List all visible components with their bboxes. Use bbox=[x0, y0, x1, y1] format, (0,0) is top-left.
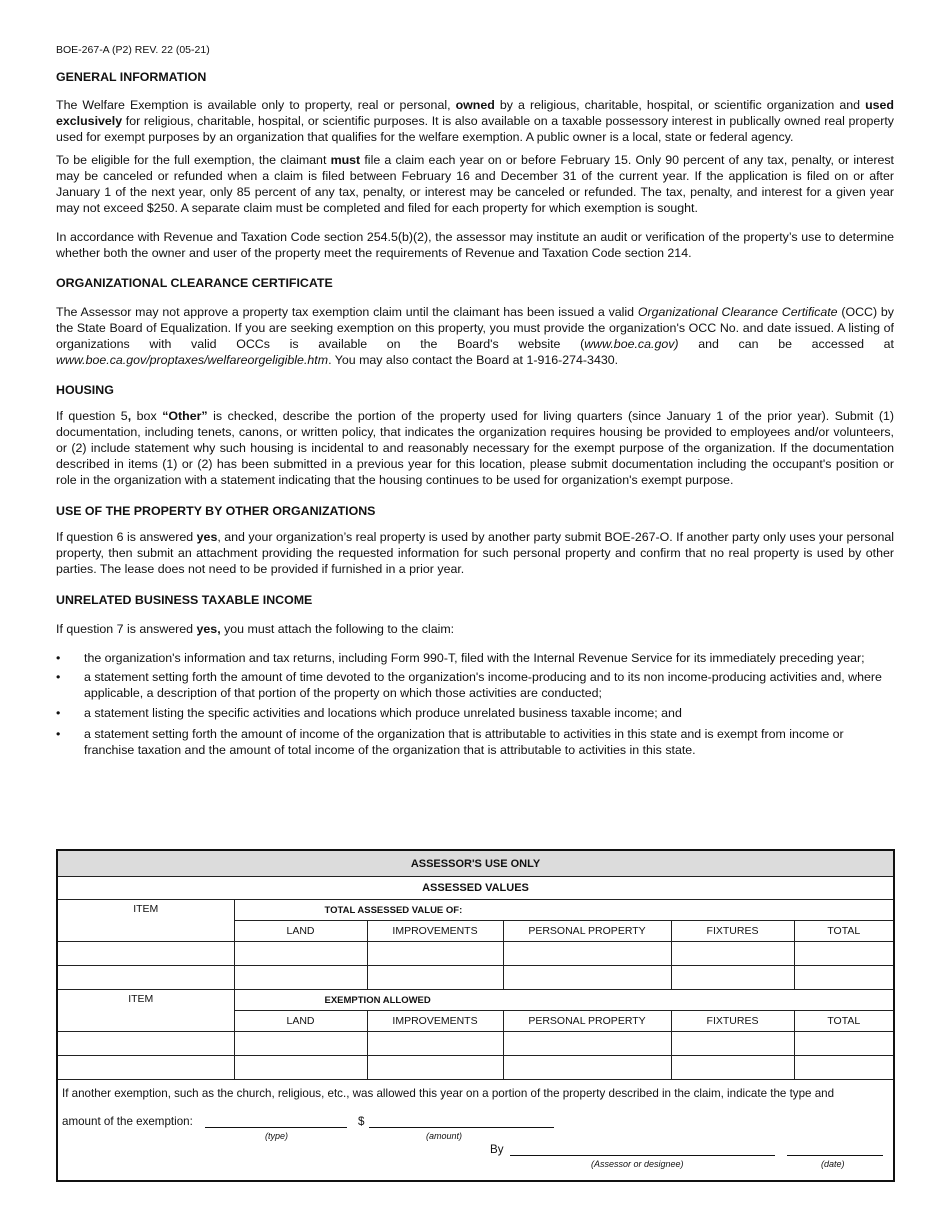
text-segment: , and your organization’s real property is used by another party submit BOE-267-O. If another party only uses your personal property, then submit an attachment providing the requested information for such personal property and confirm that no real property is used by other parties. The lease does not need to be provided if furnished in a prior year. bbox=[56, 530, 894, 576]
text-segment: www.boe.ca.gov/proptaxes/welfareorgeligible.htm bbox=[56, 353, 329, 367]
col-improvements: IMPROVEMENTS bbox=[367, 1011, 503, 1032]
form-number: BOE-267-A (P2) REV. 22 (05-21) bbox=[56, 44, 210, 56]
text-segment: yes bbox=[196, 530, 218, 544]
other-organizations-paragraph bbox=[56, 529, 894, 577]
assessor-signature-field[interactable] bbox=[510, 1141, 775, 1156]
item-header: ITEM bbox=[57, 990, 234, 1032]
text-segment: is checked, describe the portion of the property used for living quarters (since January 1 of the prior year). Submit (1) documentation, including tenets, canons, or written policy, that indicates the organization requires housing be provided to employees and/or volunteers, or (2) include statement why such housing is incidental to and reasonably necessary for the exempt purpose of the organization. If the documentation described in items (1) or (2) has been submitted in a previous year for this location, please submit documentation including the occupant's position or role in the organization with a statement indicating that the housing continues to be used for organization's exempt purpose. bbox=[56, 409, 894, 487]
ubti-bullet-list bbox=[56, 650, 894, 758]
exemption-row bbox=[57, 1032, 894, 1056]
occ-paragraph bbox=[56, 304, 894, 368]
general-paragraph-1 bbox=[56, 97, 894, 145]
text-segment: , bbox=[127, 409, 132, 423]
amount-field[interactable] bbox=[369, 1113, 554, 1128]
list-item: • a statement listing the specific activities and locations which produce unrelated business taxable income; and bbox=[56, 706, 682, 720]
col-personal-property: PERSONAL PROPERTY bbox=[503, 1011, 671, 1032]
housing-paragraph bbox=[56, 408, 894, 488]
text-segment: In accordance with Revenue and Taxation Code section 254.5(b)(2), the assessor may institute an audit or verification of the property’s use to determine whether both the owner and user of the property meet the requirements of Revenue and Taxation Code section 214. bbox=[56, 230, 894, 260]
text-segment: used exclusively bbox=[56, 98, 894, 128]
assessed-values-title: ASSESSED VALUES bbox=[57, 877, 894, 900]
text-segment: Organizational Clearance Certificate bbox=[637, 305, 838, 319]
general-paragraph-3 bbox=[56, 229, 894, 261]
col-total: TOTAL bbox=[794, 1011, 894, 1032]
by-label: By bbox=[490, 1143, 504, 1156]
text-segment: yes, bbox=[196, 622, 221, 636]
col-improvements: IMPROVEMENTS bbox=[367, 921, 503, 942]
col-land: LAND bbox=[234, 921, 367, 942]
assessor-use-only-table bbox=[56, 849, 895, 1182]
text-segment: file a claim each year on or before February 15. Only 90 percent of any tax, penalty, or interest may be canceled or refunded when a claim is filed between February 16 and December 31 of the current year. If the application is filed on or after January 1 of the next year, only 85 percent of any tax, penalty, or interest may be canceled or refunded. The tax, penalty, and interest for a given year may not exceed $250. A separate claim must be completed and filed for each property for which exemption is sought. bbox=[56, 153, 894, 215]
text-segment: . You may also contact the Board at 1-916-274-3430. bbox=[328, 353, 619, 367]
exemption-row bbox=[57, 1056, 894, 1080]
ubti-intro bbox=[56, 621, 894, 637]
heading-occ: ORGANIZATIONAL CLEARANCE CERTIFICATE bbox=[56, 276, 333, 290]
text-segment: for religious, charitable, hospital, or scientific purposes. It is also available on a taxable possessory interest in publically owned real property used for exempt purposes by an organization that qualifies for the welfare exemption. A public owner is a local, state or federal agency. bbox=[56, 114, 894, 144]
other-exemption-section bbox=[57, 1080, 894, 1182]
col-total: TOTAL bbox=[794, 921, 894, 942]
text-segment: “Other” bbox=[162, 409, 208, 423]
other-exemption-text: If another exemption, such as the church, religious, etc., was allowed this year on a portion of the property described in the claim, indicate the type and bbox=[62, 1087, 835, 1100]
list-item: • the organization's information and tax returns, including Form 990-T, filed with the Internal Revenue Service for its immediately preceding year; bbox=[56, 651, 865, 665]
text-segment: you must attach the following to the claim: bbox=[220, 622, 455, 636]
dollar-sign: $ bbox=[358, 1115, 365, 1128]
text-segment: must bbox=[330, 153, 361, 167]
general-paragraph-2 bbox=[56, 152, 894, 216]
amount-caption: (amount) bbox=[426, 1131, 463, 1141]
text-segment: www.boe.ca.gov) bbox=[584, 337, 679, 351]
text-segment: The Assessor may not approve a property tax exemption claim until the claimant has been issued a valid bbox=[56, 305, 638, 319]
text-segment: and can be accessed at bbox=[678, 337, 894, 351]
item-header: ITEM bbox=[57, 900, 234, 942]
text-segment: The Welfare Exemption is available only to property, real or personal, bbox=[56, 98, 456, 112]
heading-general-information: GENERAL INFORMATION bbox=[56, 70, 207, 84]
total-assessed-header: TOTAL ASSESSED VALUE OF: bbox=[234, 900, 894, 921]
col-personal-property: PERSONAL PROPERTY bbox=[503, 921, 671, 942]
assessor-caption: (Assessor or designee) bbox=[591, 1159, 684, 1169]
assessor-title: ASSESSOR'S USE ONLY bbox=[57, 850, 894, 877]
exemption-allowed-header: EXEMPTION ALLOWED bbox=[234, 990, 894, 1011]
text-segment: To be eligible for the full exemption, the claimant bbox=[56, 153, 331, 167]
text-segment: by a religious, charitable, hospital, or scientific organization and bbox=[494, 98, 866, 112]
list-item: • a statement setting forth the amount of time devoted to the organization's income-producing and to its non income-producing activities and, where applicable, a description of that portion of the property on which those activities are conducted; bbox=[56, 670, 882, 700]
text-segment: (OCC) by the State Board of Equalization. If you are seeking exemption on this property, you must provide the organization's OCC No. and date issued. A listing of organizations with valid OCCs is available on the Board's website ( bbox=[56, 305, 894, 351]
col-land: LAND bbox=[234, 1011, 367, 1032]
list-item: • a statement setting forth the amount of income of the organization that is attributable to activities in this state and is exempt from income or franchise taxation and the amount of total income of the organization that is attributable to activities in this state. bbox=[56, 727, 844, 757]
heading-ubti: UNRELATED BUSINESS TAXABLE INCOME bbox=[56, 593, 313, 607]
assessed-row bbox=[57, 966, 894, 990]
text-segment: If question 7 is answered bbox=[56, 622, 197, 636]
heading-housing: HOUSING bbox=[56, 383, 114, 397]
text-segment: If question 5 bbox=[56, 409, 128, 423]
text-segment: owned bbox=[455, 98, 495, 112]
type-field[interactable] bbox=[205, 1113, 347, 1128]
date-field[interactable] bbox=[787, 1141, 883, 1156]
col-fixtures: FIXTURES bbox=[671, 1011, 794, 1032]
assessed-row bbox=[57, 942, 894, 966]
date-caption: (date) bbox=[821, 1159, 845, 1169]
text-segment: If question 6 is answered bbox=[56, 530, 197, 544]
text-segment: box bbox=[131, 409, 163, 423]
heading-other-organizations: USE OF THE PROPERTY BY OTHER ORGANIZATIONS bbox=[56, 504, 376, 518]
amount-label: amount of the exemption: bbox=[62, 1115, 193, 1128]
type-caption: (type) bbox=[265, 1131, 289, 1141]
col-fixtures: FIXTURES bbox=[671, 921, 794, 942]
